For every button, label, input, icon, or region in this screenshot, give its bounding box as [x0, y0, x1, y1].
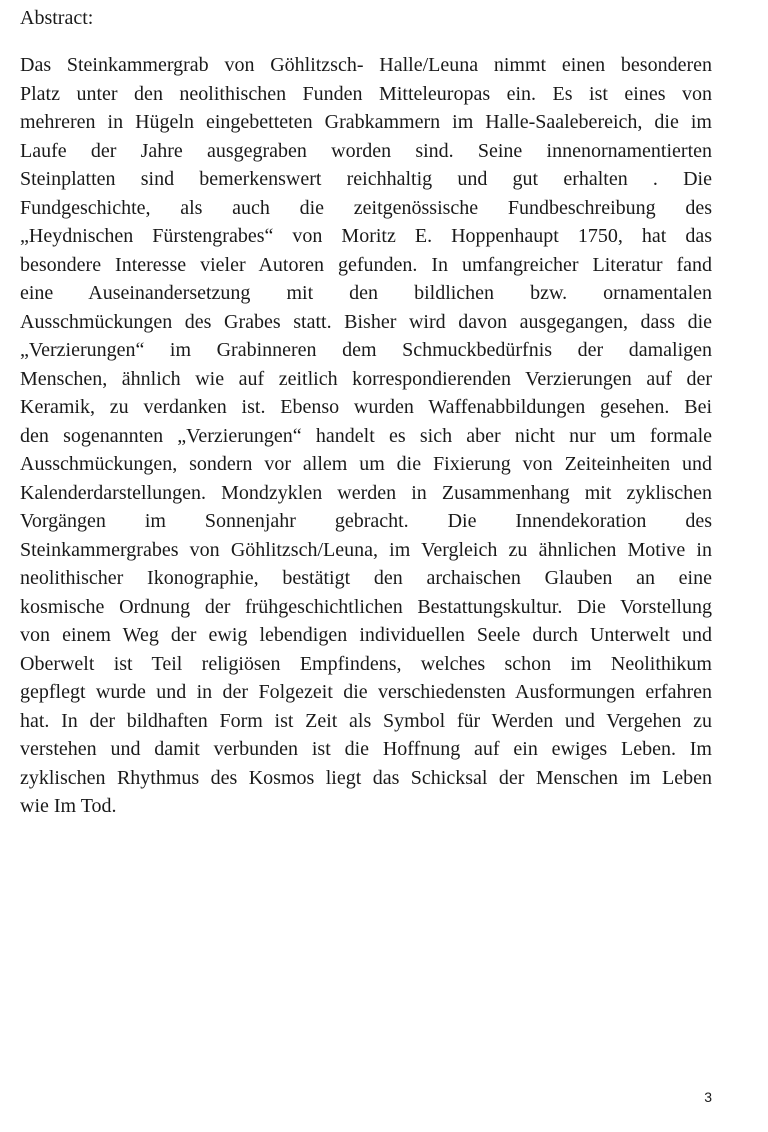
abstract-line: Fundgeschichte, als auch die zeitgenössische Fundbeschreibung des	[20, 196, 712, 219]
abstract-line: Oberwelt ist Teil religiösen Empfindens, welches schon im Neolithikum	[20, 652, 712, 675]
abstract-line: „Verzierungen“ im Grabinneren dem Schmuckbedürfnis der damaligen	[20, 339, 712, 361]
abstract-line: Steinplatten sind bemerkenswert reichhaltig und gut erhalten . Die	[20, 168, 712, 190]
abstract-line: mehreren in Hügeln eingebetteten Grabkammern im Halle-Saalebereich, die im	[20, 111, 712, 133]
abstract-line: verstehen und damit verbunden ist die Hoffnung auf ein ewiges Leben. Im	[20, 738, 712, 760]
abstract-line: kosmische Ordnung der frühgeschichtlichen Bestattungskultur. Die Vorstellung	[20, 595, 712, 618]
abstract-body	[20, 51, 712, 821]
abstract-line: Platz unter den neolithischen Funden Mitteleuropas ein. Es ist eines von	[20, 82, 712, 105]
abstract-line: von einem Weg der ewig lebendigen individuellen Seele durch Unterwelt und	[20, 624, 712, 646]
abstract-line: Ausschmückungen des Grabes statt. Bisher wird davon ausgegangen, dass die	[20, 310, 712, 333]
abstract-line: zyklischen Rhythmus des Kosmos liegt das Schicksal der Menschen im Leben	[20, 766, 712, 789]
abstract-line: hat. In der bildhaften Form ist Zeit als Symbol für Werden und Vergehen zu	[20, 709, 712, 732]
abstract-line: Menschen, ähnlich wie auf zeitlich korrespondierenden Verzierungen auf der	[20, 367, 712, 390]
abstract-heading: Abstract:	[20, 7, 94, 29]
page-number: 3	[704, 1089, 712, 1105]
abstract-line: Vorgängen im Sonnenjahr gebracht. Die Innendekoration des	[20, 510, 712, 532]
abstract-line: eine Auseinandersetzung mit den bildlichen bzw. ornamentalen	[20, 282, 712, 304]
abstract-line: den sogenannten „Verzierungen“ handelt es sich aber nicht nur um formale	[20, 424, 712, 447]
abstract-line: „Heydnischen Fürstengrabes“ von Moritz E. Hoppenhaupt 1750, hat das	[20, 225, 712, 247]
abstract-line: Ausschmückungen, sondern vor allem um die Fixierung von Zeiteinheiten und	[20, 453, 712, 475]
abstract-line: gepflegt wurde und in der Folgezeit die verschiedensten Ausformungen erfahren	[20, 681, 712, 703]
abstract-line: Keramik, zu verdanken ist. Ebenso wurden Waffenabbildungen gesehen. Bei	[20, 396, 712, 418]
abstract-line: Steinkammergrabes von Göhlitzsch/Leuna, im Vergleich zu ähnlichen Motive in	[20, 538, 712, 561]
abstract-line: Das Steinkammergrab von Göhlitzsch- Halle/Leuna nimmt einen besonderen	[20, 54, 712, 76]
abstract-line: Kalenderdarstellungen. Mondzyklen werden in Zusammenhang mit zyklischen	[20, 481, 712, 504]
abstract-line: Laufe der Jahre ausgegraben worden sind. Seine innenornamentierten	[20, 139, 712, 162]
abstract-line: wie Im Tod.	[20, 795, 117, 817]
abstract-line: besondere Interesse vieler Autoren gefunden. In umfangreicher Literatur fand	[20, 253, 712, 276]
abstract-line: neolithischer Ikonographie, bestätigt den archaischen Glauben an eine	[20, 567, 712, 589]
